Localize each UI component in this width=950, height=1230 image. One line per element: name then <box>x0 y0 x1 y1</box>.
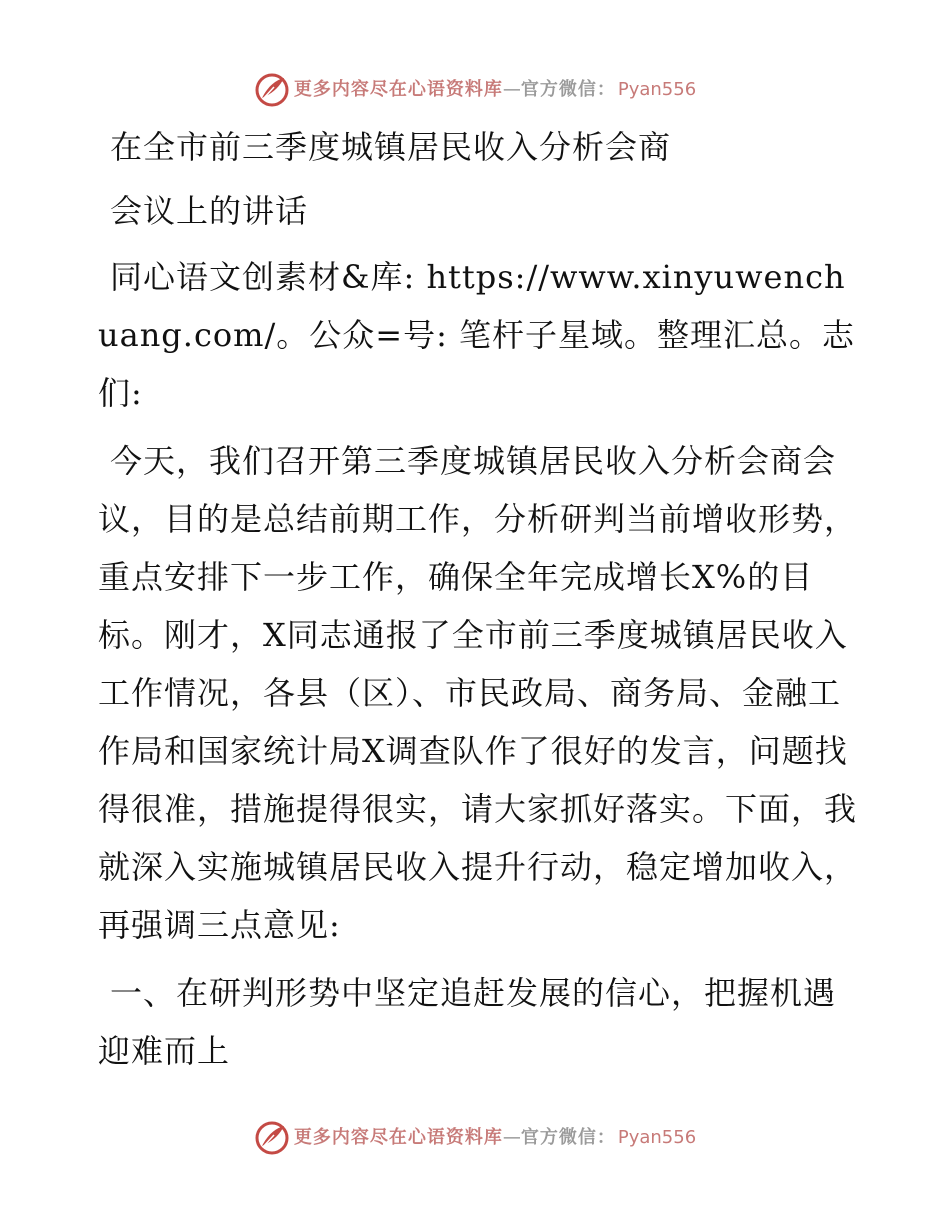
document-body <box>98 118 858 1080</box>
document-title-line-2: 会议上的讲话 <box>110 192 309 230</box>
banner-separator: — <box>502 79 521 100</box>
banner-main-text: 更多内容尽在心语资料库 <box>293 1127 503 1148</box>
source-note-paragraph: 同心语文创素材&库: https://www.xinyuwenchuang.com/。公众=号: 笔杆子星域。整理汇总。志们: <box>98 258 856 412</box>
body-paragraph: 今天，我们召开第三季度城镇居民收入分析会商会议，目的是总结前期工作，分析研判当前增收形势，重点安排下一步工作，确保全年完成增长X%的目标。刚才，X同志通报了全市前三季度城镇居民收入工作情况，各县（区）、市民政局、商务局、金融工作局和国家统计局X调查队作了很好的发言，问题找得很准，措施提得很实，请大家抓好落实。下面，我就深入实施城镇居民收入提升行动，稳定增加收入，再强调三点意见: <box>98 442 858 944</box>
banner-main-text: 更多内容尽在心语资料库 <box>293 79 503 100</box>
banner-separator: — <box>502 1127 521 1148</box>
banner-wechat-id: Pyan556 <box>617 79 697 100</box>
banner-wechat-label: 官方微信： <box>520 79 616 100</box>
section-heading: 一、在研判形势中坚定追赶发展的信心，把握机遇迎难而上 <box>98 974 837 1070</box>
document-title-line-1: 在全市前三季度城镇居民收入分析会商 <box>110 128 672 166</box>
feather-pen-logo-icon <box>254 1120 290 1156</box>
feather-pen-logo-icon <box>254 72 290 108</box>
header-watermark-banner <box>0 70 950 110</box>
footer-watermark-banner <box>0 1118 950 1158</box>
banner-wechat-id: Pyan556 <box>617 1127 697 1148</box>
banner-wechat-label: 官方微信： <box>520 1127 616 1148</box>
